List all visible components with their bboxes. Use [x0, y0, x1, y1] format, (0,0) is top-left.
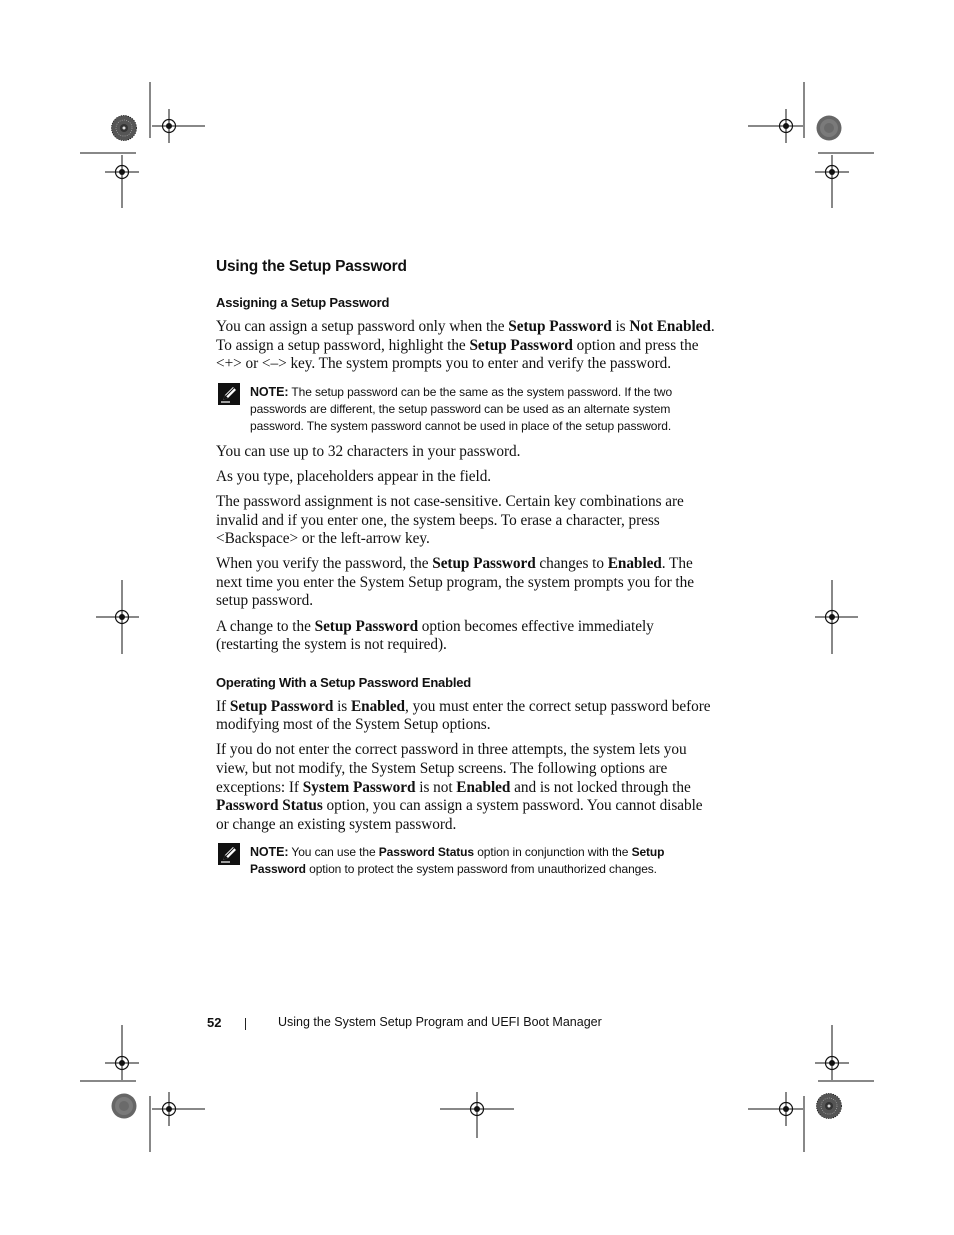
paragraph-placeholders: As you type, placeholders appear in the field. [216, 467, 492, 485]
section-heading: Using the Setup Password [216, 258, 407, 275]
footer-divider [245, 1018, 246, 1030]
paragraph-three-attempts: If you do not enter the correct password in three attempts, the system lets you view, but not modify, the System Setup screens. The following options are exceptions: If System Password is not Enabled and is not locked through the Password Status option, you can assign a system password. You cannot disable or change an existing system password. [216, 741, 703, 833]
note-pencil-icon [218, 843, 240, 865]
note-setup-vs-system [216, 384, 716, 435]
paragraph-change-effective: A change to the Setup Password option becomes effective immediately (restarting the system is not required). [216, 617, 654, 654]
paragraph-character-limit: You can use up to 32 characters in your password. [216, 442, 521, 460]
page-number: 52 [207, 1015, 222, 1030]
note-label: NOTE: [250, 845, 289, 860]
paragraph-verify-password: When you verify the password, the Setup Password changes to Enabled. The next time you enter the System Setup program, the system prompts you for the setup password. [216, 555, 694, 610]
note-password-status: NOTE: You can use the Password Status option in conjunction with the Setup Password option to protect the system password from unauthorized changes. [216, 844, 716, 878]
paragraph-case-sensitivity: The password assignment is not case-sensitive. Certain key combinations are invalid and if you enter one, the system beeps. To erase a character, press <Backspace> or the left-arrow key. [216, 492, 684, 548]
paragraph-assign-intro: You can assign a setup password only when the Setup Password is Not Enabled. To assign a setup password, highlight the Setup Password option and press the <+> or <–> key. The system prompts you to enter and verify the password. [216, 318, 715, 373]
subsection-heading-assigning: Assigning a Setup Password [216, 295, 390, 310]
paragraph-operating-intro: If Setup Password is Enabled, you must enter the correct setup password before modifying most of the System Setup options. [216, 697, 711, 734]
page-content [216, 258, 716, 886]
note-text: The setup password can be the same as the system password. If the two passwords are different, the setup password can be used as an alternate system password. The system password cannot be used in place of the setup password. [250, 384, 673, 433]
subsection-heading-operating: Operating With a Setup Password Enabled [216, 674, 472, 690]
running-footer-title: Using the System Setup Program and UEFI Boot Manager [278, 1015, 602, 1029]
note-pencil-icon [218, 383, 240, 405]
note-label: NOTE: [250, 384, 289, 399]
